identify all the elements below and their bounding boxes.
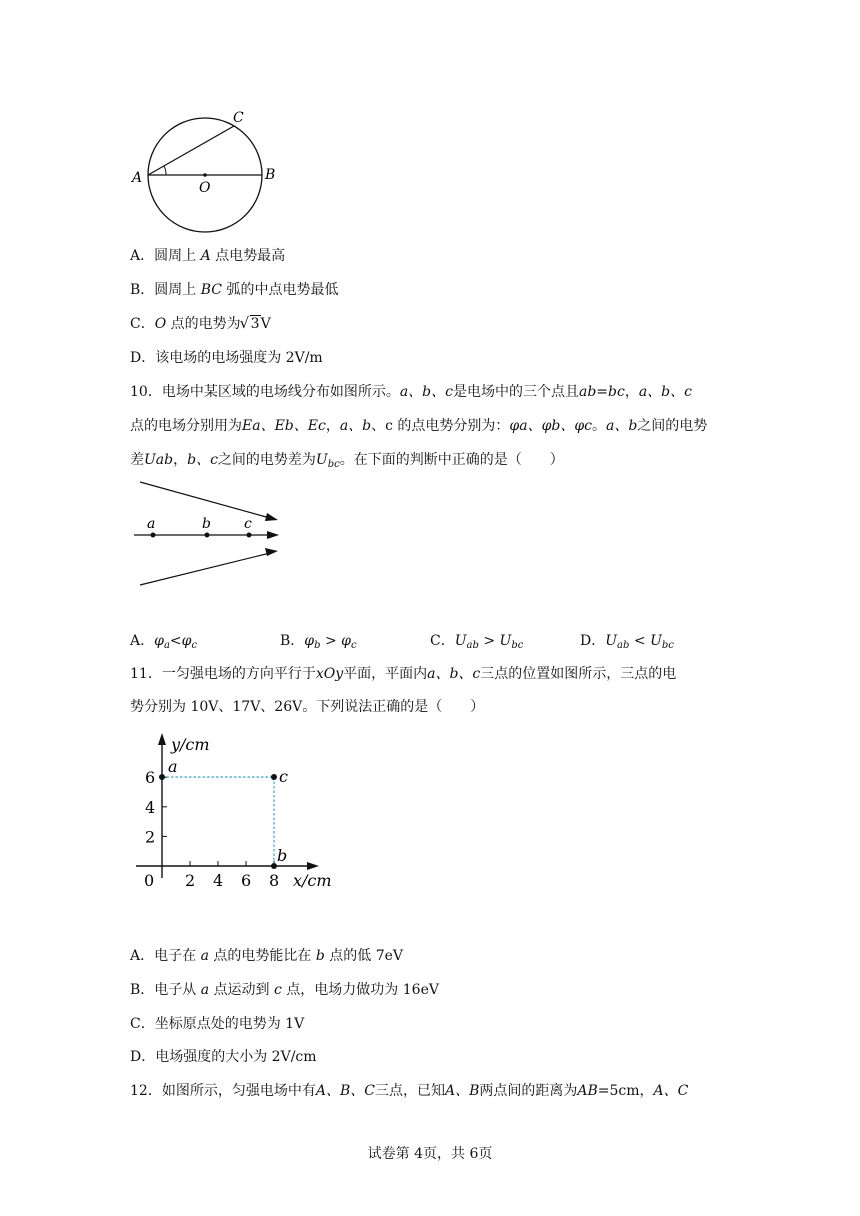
x-tick-label: 2 [185,871,196,890]
q11-option-c: C．坐标原点处的电势为 1V [130,1016,305,1032]
angle-arc [164,166,166,175]
q11-option-a: A．电子在 a 点的电势能比在 b 点的低 7eV [130,948,404,964]
q10-option-b: B．$\varphi_b > \varphi_c$ [280,633,357,651]
q10-option-a: A．$\varphi_a<\varphi_c$ [130,633,198,651]
q11-line2: 势分别为 10V、17V、26V。下列说法正确的是（ ） [130,699,485,715]
page-footer: 试卷第 4页，共 6页 [367,1146,493,1162]
arrowhead-bottom [265,548,278,556]
q10-line3: 差Uab，b、c之间的电势差为$U_{bc}$。在下面的判断中正确的是（ ） [130,452,564,470]
q10-line1: 10．电场中某区域的电场线分布如图所示。a、b、c是电场中的三个点且ab=bc，a、b、c [130,384,692,400]
point-a [151,533,156,538]
arrowhead-top [265,513,278,521]
label-O: O [199,180,211,196]
point-b [205,533,210,538]
point-a [159,774,165,780]
y-tick-label: 4 [145,797,156,817]
y-tick-label: 6 [145,768,156,788]
q9-option-b: B．圆周上 BC 弧的中点电势最低 [130,282,339,298]
label-C: C [233,110,244,126]
q11-option-d: D．电场强度的大小为 2V/cm [130,1049,317,1065]
arrowhead-middle [267,531,279,539]
x-tick-label: 8 [269,871,280,890]
label-A: A [132,170,143,186]
sqrt-symbol: √ 3 [241,314,261,334]
q9-option-c: C．O 点的电势为√ 3V [130,314,271,334]
label-b: b [202,516,211,532]
q9-option-d: D．该电场的电场强度为 2V/m [130,350,323,366]
q11-line1: 11．一匀强电场的方向平行于xOy平面，平面内a、b、c三点的位置如图所示，三点的电 [130,666,677,682]
label-B: B [265,167,276,183]
circle-figure [130,100,290,235]
q9-option-a: A．圆周上 A 点电势最高 [130,248,286,264]
label-c: c [244,516,252,532]
chord-AC [148,126,234,175]
label-a: a [147,516,156,532]
q10-line2: 点的电场分别用为Ea、Eb、Ec，a、b、c 的点电势分别为：φa、φb、φc。a、b之间的电势 [130,418,708,434]
q12-line1: 12．如图所示，匀强电场中有A、B、C三点，已知A、B两点间的距离为AB=5cm，A、C [130,1083,689,1099]
coordinate-figure [130,728,340,898]
y-tick-label: 2 [145,827,156,847]
x-tick-label: 4 [213,871,224,890]
center-point [203,173,207,177]
x-axis-label: x/cm [293,871,332,890]
point-c [247,533,252,538]
field-line-top [140,482,270,518]
y-axis-arrow [158,733,166,745]
field-line-bottom [140,553,270,585]
label-c: c [279,767,288,786]
field-lines-figure [130,474,290,594]
y-axis-label: y/cm [171,735,210,754]
origin-label: 0 [144,871,155,890]
x-tick-label: 6 [241,871,252,890]
point-c [271,774,277,780]
q10-option-d: D．$U_{ab} < U_{bc}$ [580,633,674,651]
x-axis-arrow [307,862,319,870]
label-a: a [168,757,178,776]
q10-option-c: C．$U_{ab} > U_{bc}$ [430,633,524,651]
q11-option-b: B．电子从 a 点运动到 c 点，电场力做功为 16eV [130,982,439,998]
label-b: b [277,846,288,865]
